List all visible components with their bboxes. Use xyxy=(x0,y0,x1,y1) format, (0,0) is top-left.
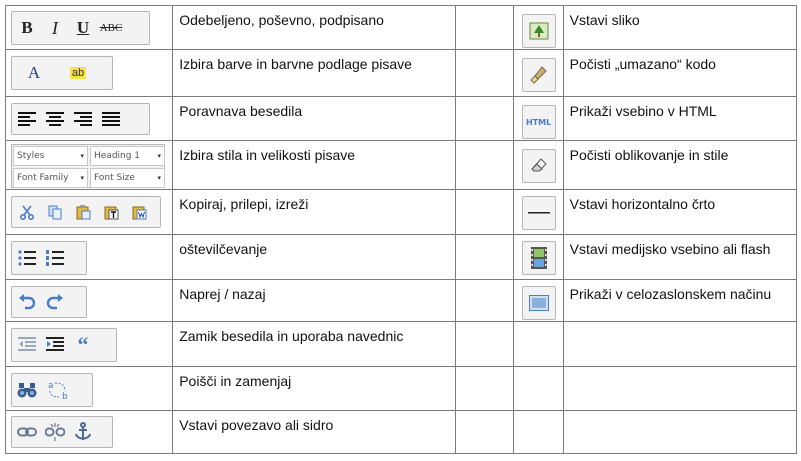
description-cell: Izbira barve in barvne podlage pisave xyxy=(173,50,455,97)
horizontal-rule-button[interactable] xyxy=(522,196,556,230)
numbered-list-icon xyxy=(46,250,64,266)
align-left-button[interactable] xyxy=(14,106,40,132)
table-row xyxy=(6,322,797,366)
styles-select[interactable]: Styles ▾ xyxy=(13,146,88,166)
media-button[interactable] xyxy=(522,241,556,275)
description-cell: Prikaži v celozaslonskem načinu xyxy=(563,280,796,322)
format-toolbar xyxy=(11,11,150,45)
outdent-button[interactable] xyxy=(14,332,40,358)
cleanup-button[interactable] xyxy=(522,58,556,92)
svg-text:b: b xyxy=(62,391,68,401)
horizontal-rule-icon xyxy=(528,211,550,215)
unlink-icon xyxy=(45,423,65,441)
paste-text-icon xyxy=(103,204,119,220)
justify-button[interactable] xyxy=(98,106,124,132)
copy-button[interactable] xyxy=(42,199,68,225)
bullet-list-button[interactable] xyxy=(14,245,40,271)
clipboard-toolbar xyxy=(11,196,161,228)
find-icon xyxy=(17,382,37,398)
table-row xyxy=(6,280,797,322)
fullscreen-button[interactable] xyxy=(522,286,556,320)
svg-text:a: a xyxy=(48,380,54,391)
description-cell: Kopiraj, prilepi, izreži xyxy=(173,190,455,234)
html-icon: HTML xyxy=(526,117,552,127)
text-color-button[interactable] xyxy=(14,60,54,86)
indent-icon xyxy=(46,337,64,353)
description-cell: Vstavi horizontalno črto xyxy=(563,190,796,234)
description-cell: Vstavi sliko xyxy=(563,6,796,50)
paste-icon xyxy=(75,204,91,220)
anchor-button[interactable] xyxy=(70,419,96,445)
table-row xyxy=(6,190,797,234)
undo-icon xyxy=(18,294,36,310)
chevron-down-icon: ▾ xyxy=(80,152,84,161)
table-row xyxy=(6,366,797,410)
unlink-button[interactable] xyxy=(42,419,68,445)
replace-icon xyxy=(47,379,73,401)
chevron-down-icon: ▾ xyxy=(80,174,84,183)
search-toolbar xyxy=(11,373,93,407)
copy-icon xyxy=(47,204,63,220)
blockquote-button[interactable] xyxy=(70,332,96,358)
description-cell: Počisti „umazano“ kodo xyxy=(563,50,796,97)
description-cell: Počisti oblikovanje in stile xyxy=(563,141,796,190)
underline-button[interactable]: U xyxy=(76,18,90,37)
redo-button[interactable] xyxy=(42,289,68,315)
heading-select[interactable]: Heading 1 ▾ xyxy=(90,146,165,166)
anchor-icon xyxy=(74,422,92,442)
color-toolbar xyxy=(11,56,113,90)
indent-button[interactable] xyxy=(42,332,68,358)
paste-button[interactable] xyxy=(70,199,96,225)
remove-format-button[interactable] xyxy=(522,149,556,183)
numbered-list-button[interactable] xyxy=(42,245,68,271)
align-center-icon xyxy=(46,112,64,126)
description-cell: Vstavi povezavo ali sidro xyxy=(173,411,455,454)
table-row xyxy=(6,234,797,280)
toolbar-reference-table xyxy=(5,5,797,454)
paste-text-button[interactable] xyxy=(98,199,124,225)
align-toolbar xyxy=(11,103,150,135)
description-cell xyxy=(563,366,796,410)
chevron-down-icon: ▾ xyxy=(157,174,161,183)
history-toolbar xyxy=(11,286,87,318)
remove-format-icon xyxy=(529,156,549,176)
paste-word-icon xyxy=(131,204,147,220)
description-cell xyxy=(563,411,796,454)
image-icon xyxy=(529,21,549,41)
description-cell xyxy=(563,322,796,366)
align-right-button[interactable] xyxy=(70,106,96,132)
redo-icon xyxy=(46,294,64,310)
cut-icon xyxy=(19,204,35,220)
paste-word-button[interactable] xyxy=(126,199,152,225)
table-row xyxy=(6,411,797,454)
fullscreen-icon xyxy=(529,295,549,311)
italic-button[interactable]: I xyxy=(52,17,58,38)
replace-button[interactable] xyxy=(42,377,78,403)
align-right-icon xyxy=(74,112,92,126)
find-button[interactable] xyxy=(14,377,40,403)
font-size-select[interactable]: Font Size ▾ xyxy=(90,168,165,188)
description-cell: Vstavi medijsko vsebino ali flash xyxy=(563,234,796,280)
chevron-down-icon: ▾ xyxy=(157,152,161,161)
undo-button[interactable] xyxy=(14,289,40,315)
description-cell: oštevilčevanje xyxy=(173,234,455,280)
link-toolbar xyxy=(11,416,113,448)
align-left-icon xyxy=(18,112,36,126)
indent-toolbar xyxy=(11,328,117,362)
image-button[interactable] xyxy=(522,14,556,48)
description-cell: Prikaži vsebino v HTML xyxy=(563,97,796,141)
cleanup-icon xyxy=(529,65,549,85)
strikethrough-button[interactable]: ABC xyxy=(99,22,123,34)
bold-button[interactable]: B xyxy=(21,18,33,37)
blockquote-icon: “ xyxy=(77,332,89,358)
justify-icon xyxy=(102,112,120,126)
description-cell: Izbira stila in velikosti pisave xyxy=(173,141,455,190)
table-row xyxy=(6,6,797,50)
media-icon xyxy=(531,247,547,269)
text-color-icon: A xyxy=(27,63,41,83)
link-button[interactable] xyxy=(14,419,40,445)
background-color-button[interactable] xyxy=(56,60,100,86)
description-cell: Naprej / nazaj xyxy=(173,280,455,322)
description-cell: Poravnava besedila xyxy=(173,97,455,141)
font-family-select[interactable]: Font Family ▾ xyxy=(13,168,88,188)
description-cell: Poišči in zamenjaj xyxy=(173,366,455,410)
background-color-icon: ab xyxy=(71,67,85,80)
description-cell: Zamik besedila in uporaba navednic xyxy=(173,322,455,366)
table-row xyxy=(6,97,797,141)
table-row xyxy=(6,141,797,190)
link-icon xyxy=(17,426,37,438)
outdent-icon xyxy=(18,337,36,353)
bullet-list-icon xyxy=(18,250,36,266)
description-cell: Odebeljeno, poševno, podpisano xyxy=(173,6,455,50)
html-button[interactable] xyxy=(522,105,556,139)
table-row xyxy=(6,50,797,97)
style-selects xyxy=(11,144,165,188)
cut-button[interactable] xyxy=(14,199,40,225)
align-center-button[interactable] xyxy=(42,106,68,132)
list-toolbar xyxy=(11,241,87,275)
